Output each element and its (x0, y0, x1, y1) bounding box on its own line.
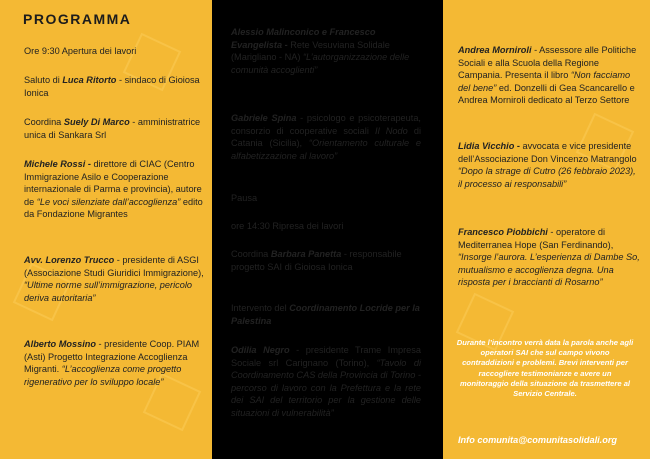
schedule-greeting: Saluto di Luca Ritorto - sindaco di Gioiosa Ionica (24, 75, 200, 98)
speaker-michele-rossi: Michele Rossi - direttore di CIAC (Centro Immigrazione Asilo e Cooperazione internazionale di Parma e provincia), autore de “Le voci silenziate dall’accoglienza” edito da Fondazione Migrantes (24, 159, 203, 220)
left-column (0, 0, 212, 459)
afternoon-coordinator: Coordina Barbara Panetta - responsabile progetto SAI di Gioiosa Ionica (231, 249, 402, 272)
speaker-odilia-negro: Odilia Negro - presidente Trame Impresa Sociale srl Carignano (Torino), “Tavolo di Coordinamento CAS della Provincia di Torino - percorso di lavoro con la Prefettura e la rete dei SAI del territorio per la gestione delle situazioni di vulnerabilità” (231, 345, 421, 418)
speaker-andrea-morniroli: Andrea Morniroli - Assessore alle Politiche Sociali e alla Scuola della Regione Campania. Presenta il libro “Non facciamo del bene” ed. Donzelli di Gea Scancarello e Andrea Morniroli dedicato al Terzo Settore (458, 45, 637, 106)
speaker-gabriele-spina: Gabriele Spina - psicologo e psicoterapeuta, consorzio di cooperative sociali Il Nodo di Catania (Sicilia), “Orientamento culturale e alfabetizzazione al lavoro” (231, 113, 421, 161)
schedule-break: Pausa (231, 193, 258, 203)
contact-info: Info comunita@comunitasolidali.org (458, 435, 618, 445)
speaker-malinconico-evangelista: Alessio Malinconico e Francesco Evangelista - Rete Vesuviana Solidale (Marigliano - NA) “L’autorganizzazione delle comunità accoglienti” (231, 27, 410, 75)
schedule-coordinator: Coordina Suely Di Marco - amministratrice unica di Sankara Srl (24, 117, 201, 140)
intervention-palestina: Intervento del Coordinamento Locride per la Palestina (231, 303, 420, 326)
schedule-resume: ore 14:30 Ripresa dei lavori (231, 221, 344, 231)
schedule-opening: Ore 9:30 Apertura dei lavori (24, 46, 137, 56)
speaker-francesco-piobbichi: Francesco Piobbichi - operatore di Mediterranea Hope (San Ferdinando), “Insorge l’aurora. L’esperienza di Dambe So, mutualismo e accoglienza degna. Una risposta per i braccianti di Rosarno” (458, 227, 640, 288)
page-title: PROGRAMMA (23, 11, 132, 27)
speaker-lorenzo-trucco: Avv. Lorenzo Trucco - presidente di ASGI (Associazione Studi Giuridici Immigrazione), “Ultime norme sull’immigrazione, pericolo deriva autoritaria” (24, 255, 204, 303)
speaker-alberto-mossino: Alberto Mossino - presidente Coop. PIAM (Asti) Progetto Integrazione Accoglienza Migranti. “L’accoglienza come progetto rigenerativo per lo sviluppo locale” (24, 339, 200, 387)
speaker-lidia-vicchio: Lidia Vicchio - avvocata e vice presidente dell’Associazione Don Vincenzo Matrangolo “Dopo la strage di Cutro (26 febbraio 2023), il processo ai responsabili” (458, 141, 637, 189)
sai-operators-note: Durante l’incontro verrà data la parola anche agli operatori SAI che sul campo vivono contraddizioni e problemi. Brevi interventi per raccogliere testimonianze e avere un monitoraggio della situazione da trasmettere al Servizio Centrale. (456, 338, 634, 399)
